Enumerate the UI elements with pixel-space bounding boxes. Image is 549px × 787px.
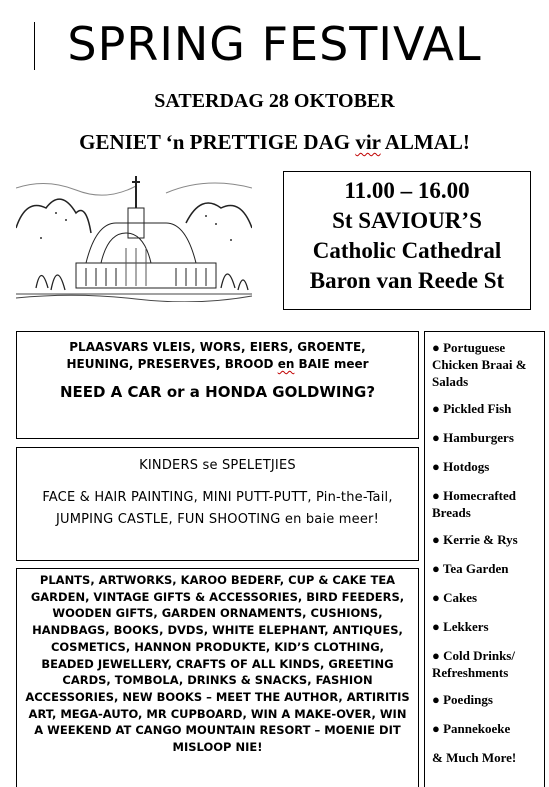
time-location-box <box>283 171 531 310</box>
event-date: SATERDAG 28 OKTOBER <box>154 90 395 112</box>
list-item: ● Cakes <box>432 590 478 605</box>
poster-title: SPRING FESTIVAL <box>67 17 482 71</box>
produce-box <box>16 331 419 439</box>
venue-name: St SAVIOUR’S <box>332 208 482 233</box>
stalls-box: PLANTS, ARTWORKS, KAROO BEDERF, CUP & CAKE TEA GARDEN, VINTAGE GIFTS & ACCESSORIES, BIRD FEEDERS, WOODEN GIFTS, GARDEN ORNAMENTS, CUSHIONS, HANDBAGS, BOOKS, DVDS, WHITE ELEPHANT, ANTIQUES, COSMETICS, HANNON PRODUKTE, KID’S CLOTHING, BEADED JEWELLERY, CRAFTS OF ALL KINDS, GREETING CARDS, TOMBOLA, DRINKS & SNACKS, FASHION ACCESSORIES, NEW BOOKS – MEET THE AUTHOR, ARTIRITIS ART, MEGA-AUTO, MR CUPBOARD, WIN A MAKE-OVER, WIN A WEEKEND AT CANGO MOUNTAIN RESORT – MOENIE DIT MISLOOP NIE! <box>16 568 419 787</box>
list-item: ● Hamburgers <box>432 430 514 445</box>
kids-activities: FACE & HAIR PAINTING, MINI PUTT-PUTT, Pin-the-Tail, JUMPING CASTLE, FUN SHOOTING en baie meer! <box>42 490 393 527</box>
list-item: ● Hotdogs <box>432 459 490 474</box>
venue-street: Baron van Reede St <box>309 268 505 293</box>
list-item: ● Pannekoeke <box>432 721 511 736</box>
list-item: ● Poedings <box>432 692 493 707</box>
event-time: 11.00 – 16.00 <box>344 178 470 203</box>
cathedral-sketch-image <box>16 168 252 302</box>
venue-type: Catholic Cathedral <box>312 238 502 263</box>
food-list <box>424 331 545 787</box>
car-promo: NEED A CAR or a HONDA GOLDWING? <box>59 383 376 401</box>
list-item: ● Homecrafted Breads <box>432 488 517 520</box>
list-item: ● Pickled Fish <box>432 401 512 416</box>
list-item: & Much More! <box>432 750 517 765</box>
list-item: ● Kerrie & Rys <box>432 532 518 547</box>
list-item: ● Lekkers <box>432 619 489 634</box>
tagline: GENIET ‘n PRETTIGE DAG vir ALMAL! <box>79 130 470 154</box>
list-item: ● Tea Garden <box>432 561 509 576</box>
list-item: ● Portuguese Chicken Braai & Salads <box>432 340 527 389</box>
kids-games-box <box>16 447 419 561</box>
kids-heading: KINDERS se SPELETJIES <box>139 458 296 473</box>
list-item: ● Cold Drinks/ Refreshments <box>432 648 515 680</box>
produce-list: PLAASVARS VLEIS, WORS, EIERS, GROENTE, HEUNING, PRESERVES, BROOD en BAIE meer <box>66 340 369 371</box>
